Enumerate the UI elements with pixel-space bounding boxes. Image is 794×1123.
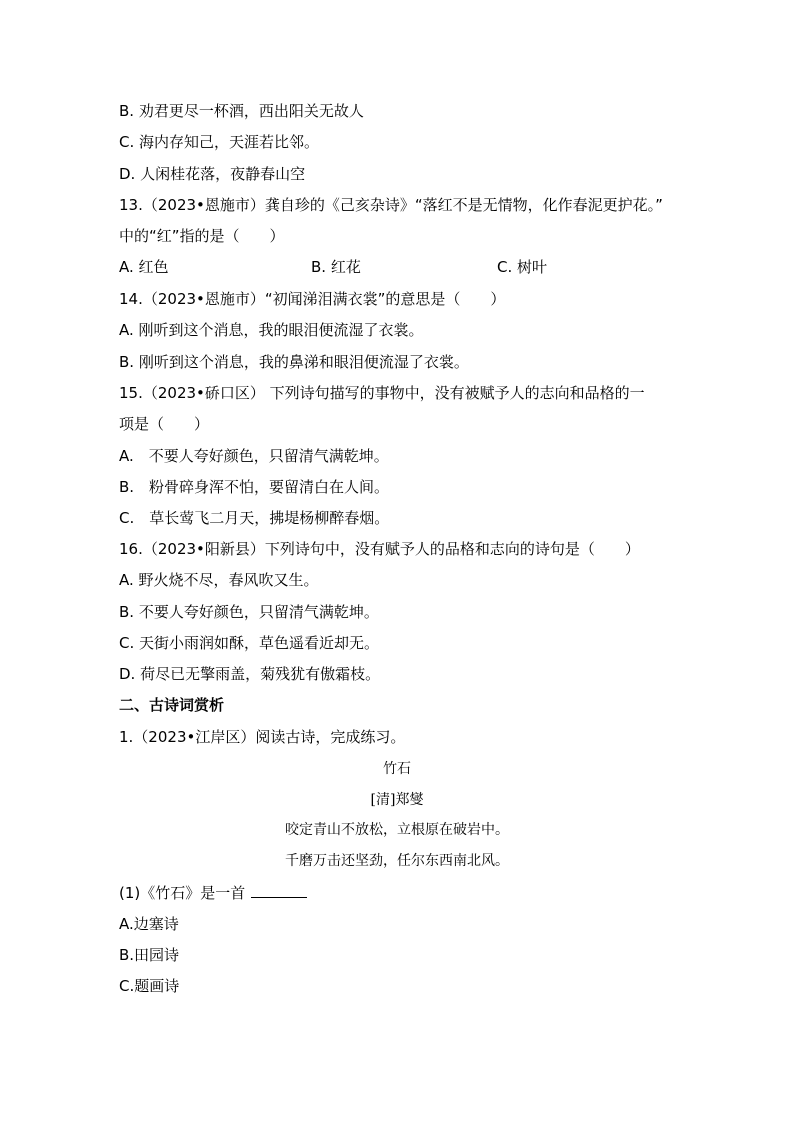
q14-option-a: A. 刚听到这个消息，我的眼泪便流湿了衣裳。 [119,321,424,339]
q13-option-c: C. 树叶 [497,258,548,276]
sub1-option-c: C.题画诗 [119,977,180,995]
q16-option-b: B. 不要人夸好颜色，只留清气满乾坤。 [119,603,379,621]
section-heading: 二、古诗词赏析 [119,696,225,714]
poem-author: [清]郑燮 [370,792,424,808]
q13-option-a: A. 红色 [119,258,169,276]
q14-stem: 14.（2023•恩施市）“初闻涕泪满衣裳”的意思是（ ） [119,290,506,308]
q16-option-c: C. 天街小雨润如酥，草色遥看近却无。 [119,634,380,652]
q15-option-b: B. 粉骨碎身浑不怕，要留清白在人间。 [119,478,390,496]
q12-option-b: B. 劝君更尽一杯酒，西出阳关无故人 [119,102,364,120]
q16-stem: 16.（2023•阳新县）下列诗句中，没有赋予人的品格和志向的诗句是（ ） [119,540,640,558]
q15-stem-line1: 15.（2023•硚口区） 下列诗句描写的事物中，没有被赋予人的志向和品格的一 [119,384,645,402]
answer-blank[interactable] [251,883,307,898]
q13-stem-line2: 中的“红”指的是（ ） [119,227,285,245]
poem-line-1: 咬定青山不放松，立根原在破岩中。 [285,822,509,838]
q13-option-b: B. 红花 [311,258,361,276]
sub1-option-b: B.田园诗 [119,946,180,964]
poem-line-2: 千磨万击还坚劲，任尔东西南北风。 [285,853,509,869]
poem-title: 竹石 [383,761,411,777]
sub1-stem: (1)《竹石》是一首 [119,884,246,902]
q16-option-a: A. 野火烧不尽，春风吹又生。 [119,571,319,589]
q13-stem-line1: 13.（2023•恩施市）龚自珍的《己亥杂诗》“落红不是无情物，化作春泥更护花。” [119,196,663,214]
sub1-option-a: A.边塞诗 [119,915,179,933]
sub1-stem-line [119,883,307,903]
q12-option-c: C. 海内存知己，天涯若比邻。 [119,133,320,151]
q12-option-d: D. 人闲桂花落，夜静春山空 [119,165,306,183]
section2-q1-stem: 1.（2023•江岸区）阅读古诗，完成练习。 [119,728,406,746]
q13-options [119,257,547,277]
q15-stem-line2: 项是（ ） [119,415,210,433]
q15-option-c: C. 草长莺飞二月天，拂堤杨柳醉春烟。 [119,509,390,527]
q16-option-d: D. 荷尽已无擎雨盖，菊残犹有傲霜枝。 [119,665,381,683]
q14-option-b: B. 刚听到这个消息，我的鼻涕和眼泪便流湿了衣裳。 [119,353,469,371]
q15-option-a: A. 不要人夸好颜色，只留清气满乾坤。 [119,447,389,465]
